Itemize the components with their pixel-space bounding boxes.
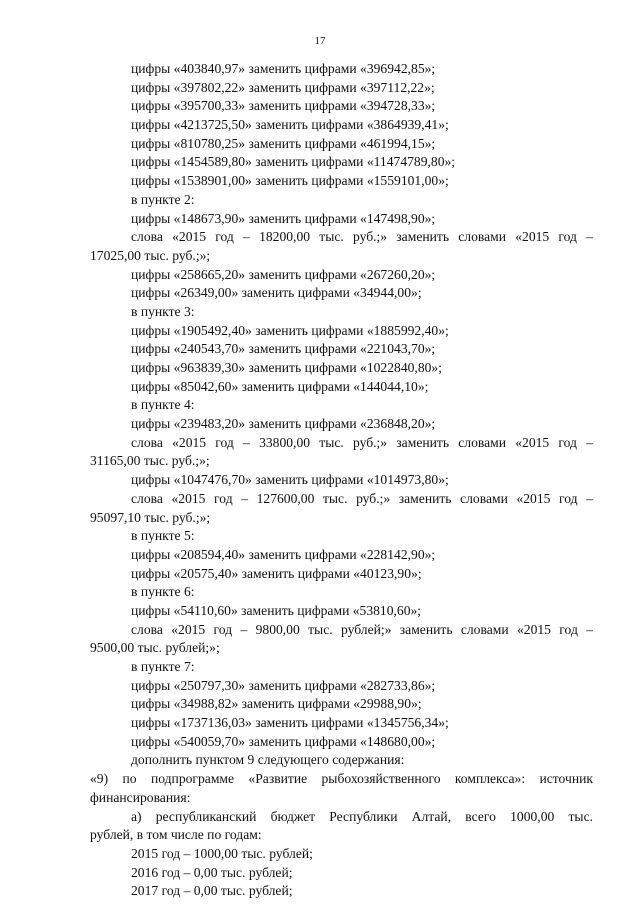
text-line: слова «2015 год – 127600,00 тыс. руб.;» заменить словами «2015 год –	[131, 490, 593, 506]
text-line: 2017 год – 0,00 тыс. рублей;	[131, 883, 293, 899]
document-body	[90, 60, 593, 901]
text-line: цифры «810780,25» заменить цифрами «461994,15»;	[131, 135, 436, 151]
text-line: 95097,10 тыс. руб.;»;	[90, 509, 211, 525]
text-line: в пункте 5:	[131, 528, 195, 544]
text-line: цифры «250797,30» заменить цифрами «282733,86»;	[131, 677, 436, 693]
text-line: цифры «85042,60» заменить цифрами «144044,10»;	[131, 378, 429, 394]
text-line: а) республиканский бюджет Республики Алтай, всего 1000,00 тыс.	[131, 808, 593, 824]
text-line: в пункте 7:	[131, 659, 195, 674]
text-line: 31165,00 тыс. руб.;»;	[90, 453, 210, 469]
text-line: цифры «1454589,80» заменить цифрами «11474789,80»;	[131, 154, 456, 170]
text-line: цифры «34988,82» заменить цифрами «29988,90»;	[131, 696, 422, 712]
text-line: цифры «20575,40» заменить цифрами «40123,90»;	[131, 565, 422, 581]
text-line: слова «2015 год – 33800,00 тыс. руб.;» заменить словами «2015 год –	[131, 434, 593, 450]
text-line: цифры «208594,40» заменить цифрами «228142,90»;	[131, 546, 436, 562]
text-line: слова «2015 год – 18200,00 тыс. руб.;» заменить словами «2015 год –	[131, 229, 593, 245]
text-line: цифры «148673,90» заменить цифрами «147498,90»;	[131, 210, 436, 226]
text-line: цифры «54110,60» заменить цифрами «53810,60»;	[131, 602, 422, 618]
text-line: 9500,00 тыс. рублей;»;	[90, 640, 220, 656]
text-line: слова «2015 год – 9800,00 тыс. рублей;» заменить словами «2015 год –	[131, 621, 593, 637]
text-line: цифры «1905492,40» заменить цифрами «1885992,40»;	[131, 322, 449, 338]
text-line: 17025,00 тыс. руб.;»;	[90, 247, 211, 263]
text-line: в пункте 2:	[131, 191, 195, 207]
text-line: цифры «4213725,50» заменить цифрами «3864939,41»;	[131, 117, 449, 133]
text-line: 2016 год – 0,00 тыс. рублей;	[131, 864, 293, 880]
text-line: цифры «403840,97» заменить цифрами «396942,85»;	[131, 61, 436, 76]
text-line: цифры «540059,70» заменить цифрами «148680,00»;	[131, 733, 436, 749]
text-line: рублей, в том числе по годам:	[90, 827, 262, 843]
text-line: цифры «26349,00» заменить цифрами «34944,00»;	[131, 285, 422, 301]
text-line: в пункте 3:	[131, 303, 195, 319]
text-line: цифры «395700,33» заменить цифрами «394728,33»;	[131, 98, 436, 114]
text-line: дополнить пунктом 9 следующего содержания:	[131, 752, 405, 768]
page-number: 17	[314, 35, 326, 47]
text-line: в пункте 6:	[131, 584, 195, 600]
text-line: цифры «1737136,03» заменить цифрами «1345756,34»;	[131, 715, 449, 731]
text-line: 2015 год – 1000,00 тыс. рублей;	[131, 845, 313, 861]
text-line: цифры «258665,20» заменить цифрами «267260,20»;	[131, 266, 436, 282]
text-line: цифры «1047476,70» заменить цифрами «1014973,80»;	[131, 472, 449, 488]
text-line: цифры «1538901,00» заменить цифрами «1559101,00»;	[131, 173, 449, 189]
text-line: цифры «240543,70» заменить цифрами «221043,70»;	[131, 341, 436, 357]
text-line: финансирования:	[90, 789, 191, 805]
text-line: цифры «963839,30» заменить цифрами «1022840,80»;	[131, 360, 442, 375]
text-line: цифры «239483,20» заменить цифрами «236848,20»;	[131, 416, 436, 432]
text-line: в пункте 4:	[131, 397, 195, 413]
text-line: «9) по подпрограмме «Развитие рыбохозяйственного комплекса»: источник	[90, 771, 593, 787]
text-line: цифры «397802,22» заменить цифрами «397112,22»;	[131, 79, 435, 95]
